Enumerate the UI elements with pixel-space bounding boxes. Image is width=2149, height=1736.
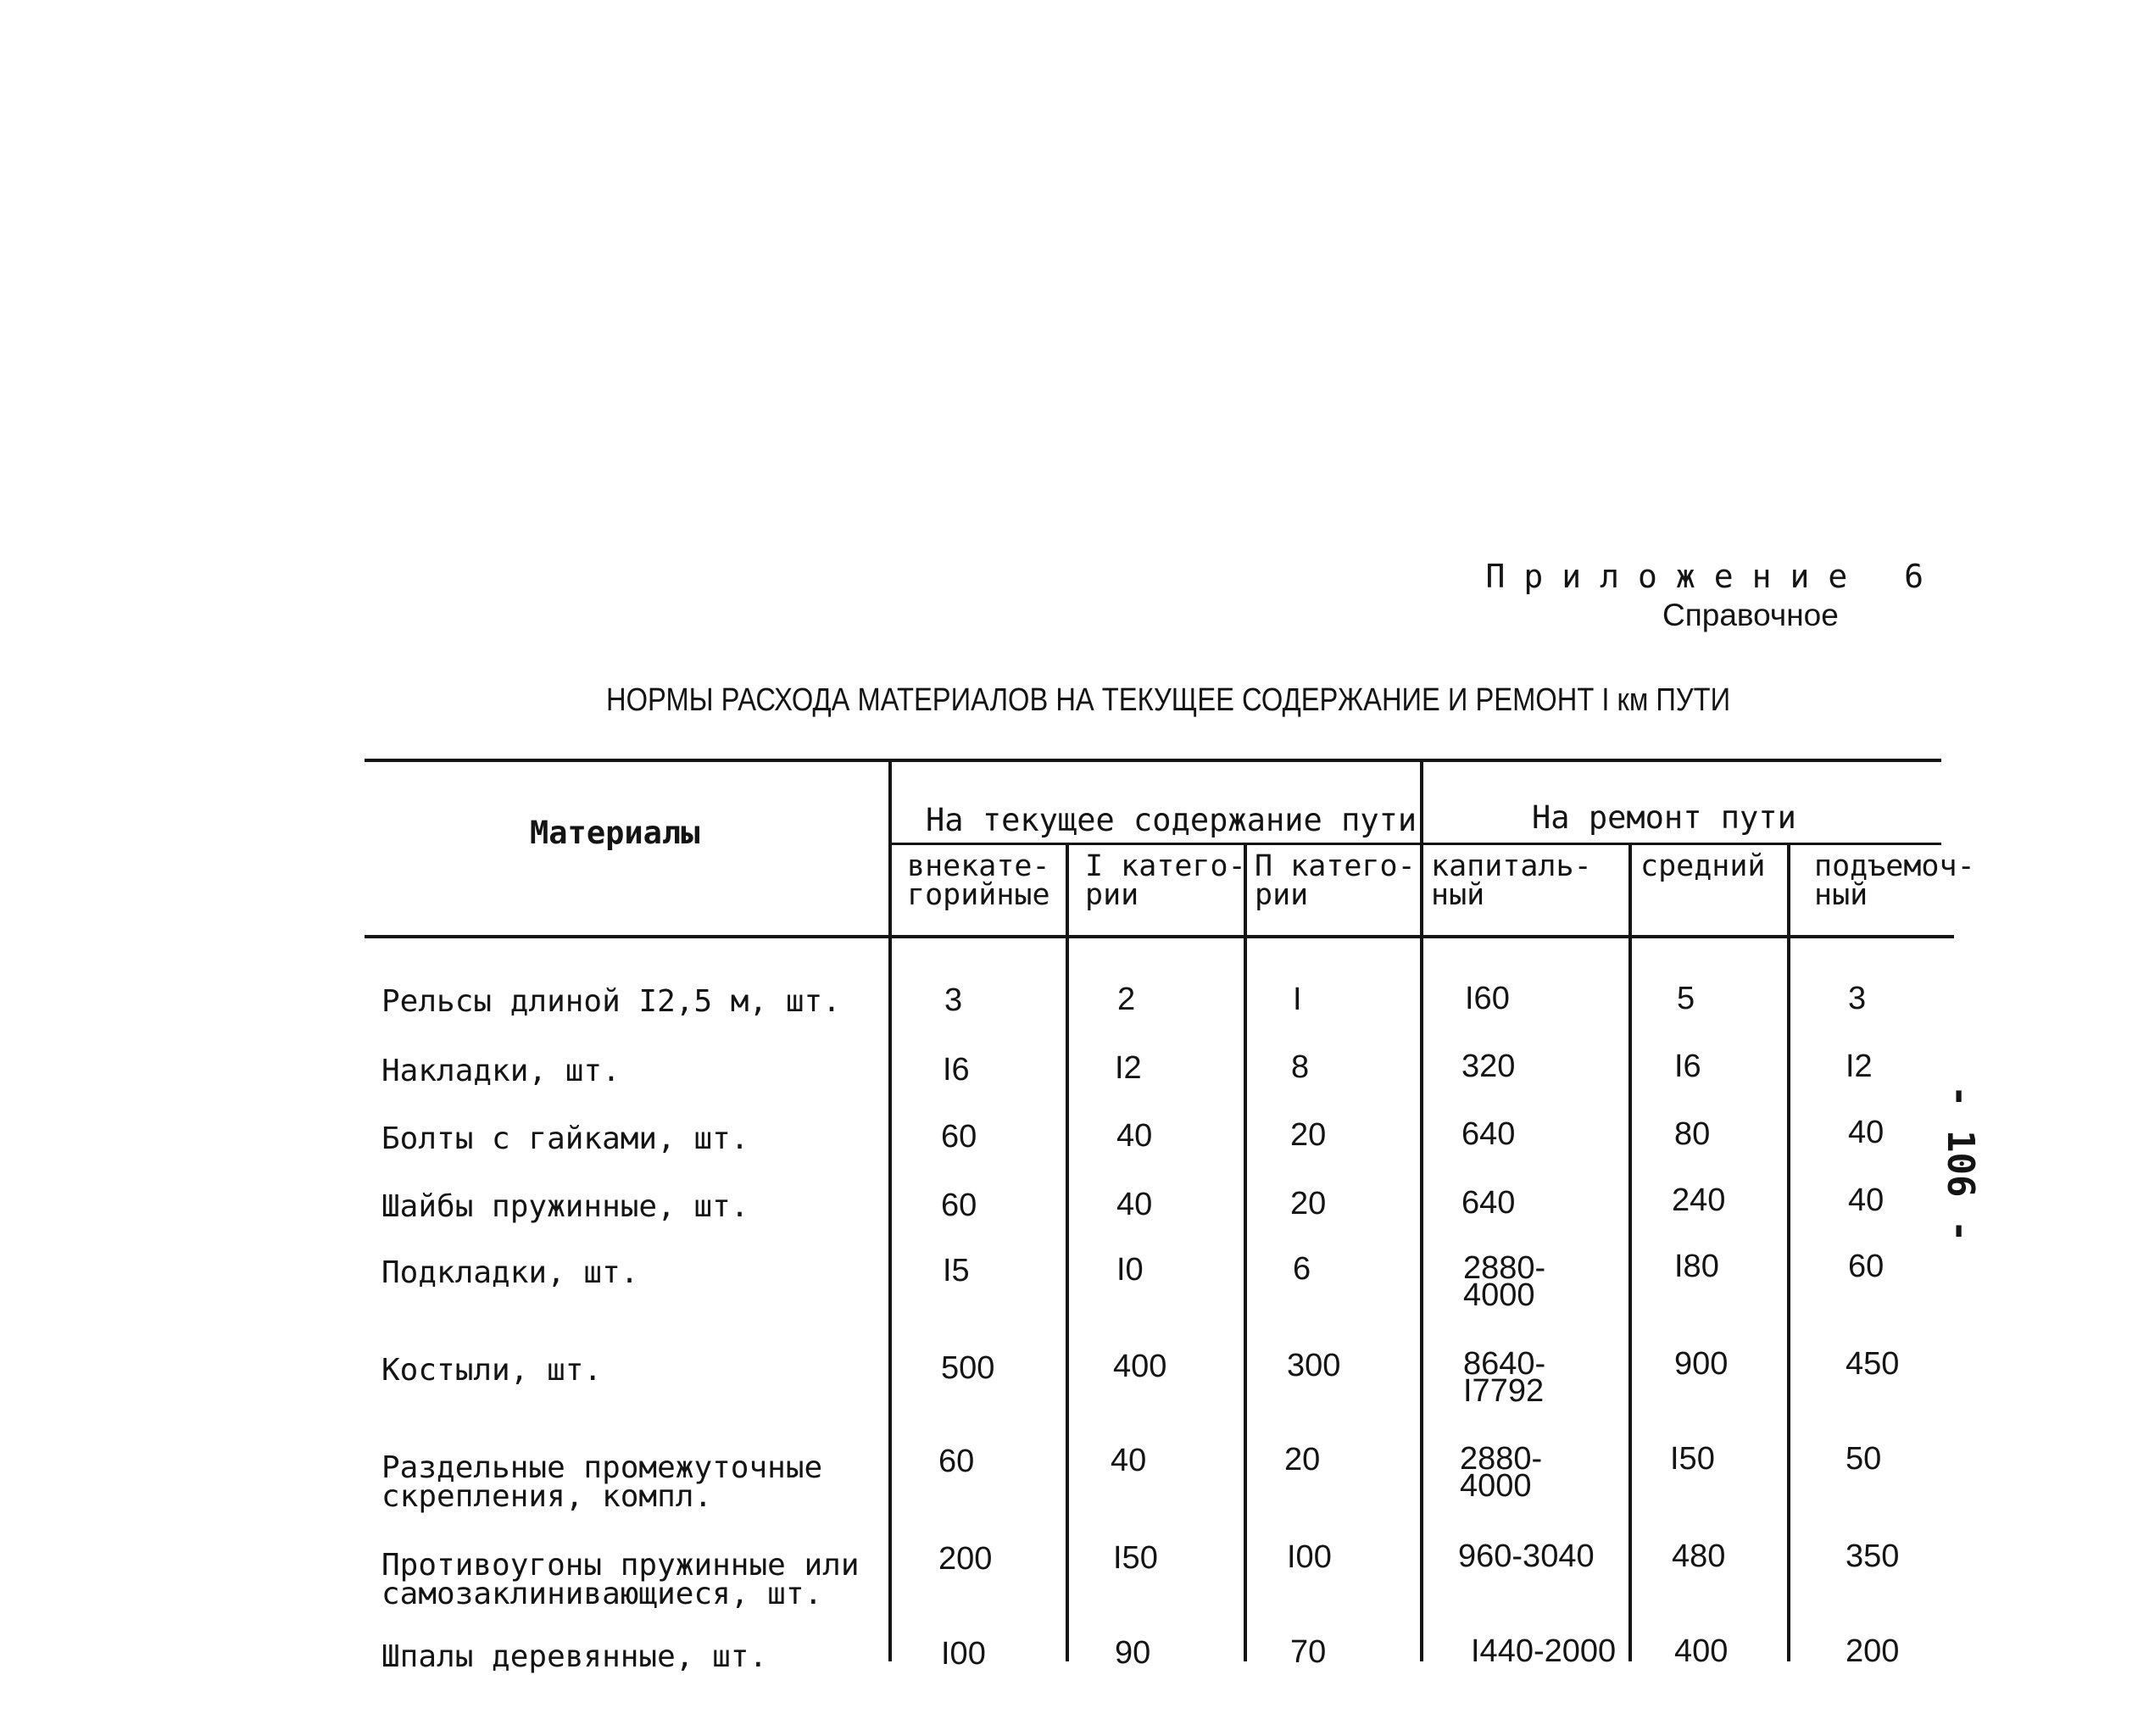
value-cell: 3: [1848, 981, 1867, 1016]
material-name: Раздельные промежуточные скрепления, компл.: [381, 1450, 823, 1514]
value-cell: 20: [1290, 1117, 1327, 1153]
value-cell: 640: [1461, 1116, 1516, 1152]
value-cell: 400: [1113, 1349, 1167, 1384]
value-cell: I60: [1465, 981, 1510, 1016]
value-cell: I6: [1674, 1049, 1701, 1084]
value-cell: 90: [1115, 1635, 1151, 1671]
column-header: капиталь- ный: [1431, 849, 1592, 912]
column-divider-materials: [888, 760, 892, 1661]
value-cell: 8: [1291, 1049, 1310, 1085]
value-cell: 80: [1674, 1116, 1711, 1152]
value-cell: 400: [1674, 1633, 1729, 1669]
value-cell: 350: [1846, 1538, 1900, 1574]
header-bottom-rule: [365, 935, 1954, 938]
value-cell: I80: [1674, 1249, 1719, 1284]
value-cell: 50: [1846, 1441, 1882, 1477]
value-cell: I2: [1846, 1049, 1873, 1084]
page-number: - 106 -: [1939, 1085, 1982, 1243]
value-cell: 60: [941, 1188, 977, 1223]
group-maintenance-rule: [888, 843, 1422, 845]
appendix-label: Приложение 6: [1485, 558, 1942, 595]
value-cell: 960-3040: [1458, 1538, 1595, 1574]
value-cell: 60: [1848, 1249, 1885, 1284]
material-name: Шайбы пружинные, шт.: [381, 1189, 749, 1224]
document-title: НОРМЫ РАСХОДА МАТЕРИАЛОВ НА ТЕКУЩЕЕ СОДЕРЖАНИЕ И РЕМОНТ I км ПУТИ: [606, 682, 1731, 718]
column-divider-repair-group: [1420, 760, 1423, 1661]
value-cell: 3: [944, 982, 963, 1018]
value-cell: I00: [941, 1636, 986, 1672]
value-cell: 200: [1846, 1633, 1900, 1669]
value-cell: 40: [1111, 1443, 1147, 1478]
column-divider-3: [1244, 843, 1247, 1661]
value-cell: 20: [1290, 1186, 1327, 1221]
materials-header: Материалы: [530, 815, 700, 851]
column-divider-5: [1628, 843, 1632, 1661]
value-cell: 320: [1461, 1049, 1516, 1084]
column-header: внекате- горийные: [907, 849, 1050, 912]
value-cell: 40: [1116, 1187, 1153, 1222]
table-top-rule: [365, 759, 1941, 762]
value-cell: I2: [1115, 1050, 1142, 1086]
value-cell: 2: [1117, 982, 1136, 1017]
value-cell: 8640- I7792: [1463, 1346, 1546, 1409]
value-cell: 450: [1846, 1346, 1900, 1382]
column-header: П катего- рии: [1255, 849, 1416, 912]
value-cell: I5: [943, 1253, 970, 1288]
value-cell: 6: [1293, 1251, 1311, 1287]
group-repair-header: На ремонт пути: [1532, 799, 1796, 836]
value-cell: I50: [1670, 1441, 1715, 1477]
group-repair-rule: [1422, 843, 1941, 845]
value-cell: 2880- 4000: [1460, 1441, 1543, 1504]
column-header: средний: [1640, 849, 1766, 883]
value-cell: 60: [941, 1119, 977, 1155]
value-cell: 900: [1674, 1346, 1729, 1382]
value-cell: 480: [1672, 1538, 1726, 1574]
value-cell: I00: [1287, 1539, 1332, 1575]
value-cell: I50: [1113, 1540, 1158, 1576]
value-cell: 240: [1672, 1182, 1726, 1218]
value-cell: 20: [1284, 1442, 1321, 1477]
material-name: Шпалы деревянные, шт.: [381, 1639, 768, 1674]
material-name: Противоугоны пружинные или самозаклинивающиеся, шт.: [381, 1548, 860, 1611]
appendix-type: Справочное: [1662, 598, 1839, 632]
value-cell: 60: [938, 1444, 975, 1479]
material-name: Накладки, шт.: [381, 1054, 621, 1088]
material-name: Рельсы длиной I2,5 м, шт.: [381, 984, 841, 1019]
value-cell: I440-2000: [1471, 1633, 1617, 1669]
value-cell: 40: [1848, 1115, 1885, 1150]
column-divider-6: [1787, 843, 1790, 1661]
value-cell: 500: [941, 1350, 995, 1386]
value-cell: 300: [1287, 1348, 1341, 1383]
value-cell: 5: [1677, 981, 1695, 1016]
value-cell: 640: [1461, 1185, 1516, 1221]
material-name: Подкладки, шт.: [381, 1255, 639, 1290]
value-cell: 40: [1848, 1182, 1885, 1218]
value-cell: I6: [943, 1052, 970, 1088]
group-maintenance-header: На текущее содержание пути: [926, 802, 1417, 838]
column-divider-2: [1066, 843, 1069, 1661]
column-header: подъемоч- ный: [1814, 849, 1975, 912]
material-name: Костыли, шт.: [381, 1353, 603, 1388]
value-cell: 40: [1116, 1118, 1153, 1154]
value-cell: 200: [938, 1541, 993, 1577]
material-name: Болты с гайками, шт.: [381, 1121, 749, 1156]
value-cell: I: [1293, 982, 1302, 1017]
value-cell: 70: [1290, 1634, 1327, 1670]
column-header: I катего- рии: [1085, 849, 1246, 912]
value-cell: 2880- 4000: [1463, 1250, 1546, 1313]
value-cell: I0: [1116, 1252, 1144, 1288]
